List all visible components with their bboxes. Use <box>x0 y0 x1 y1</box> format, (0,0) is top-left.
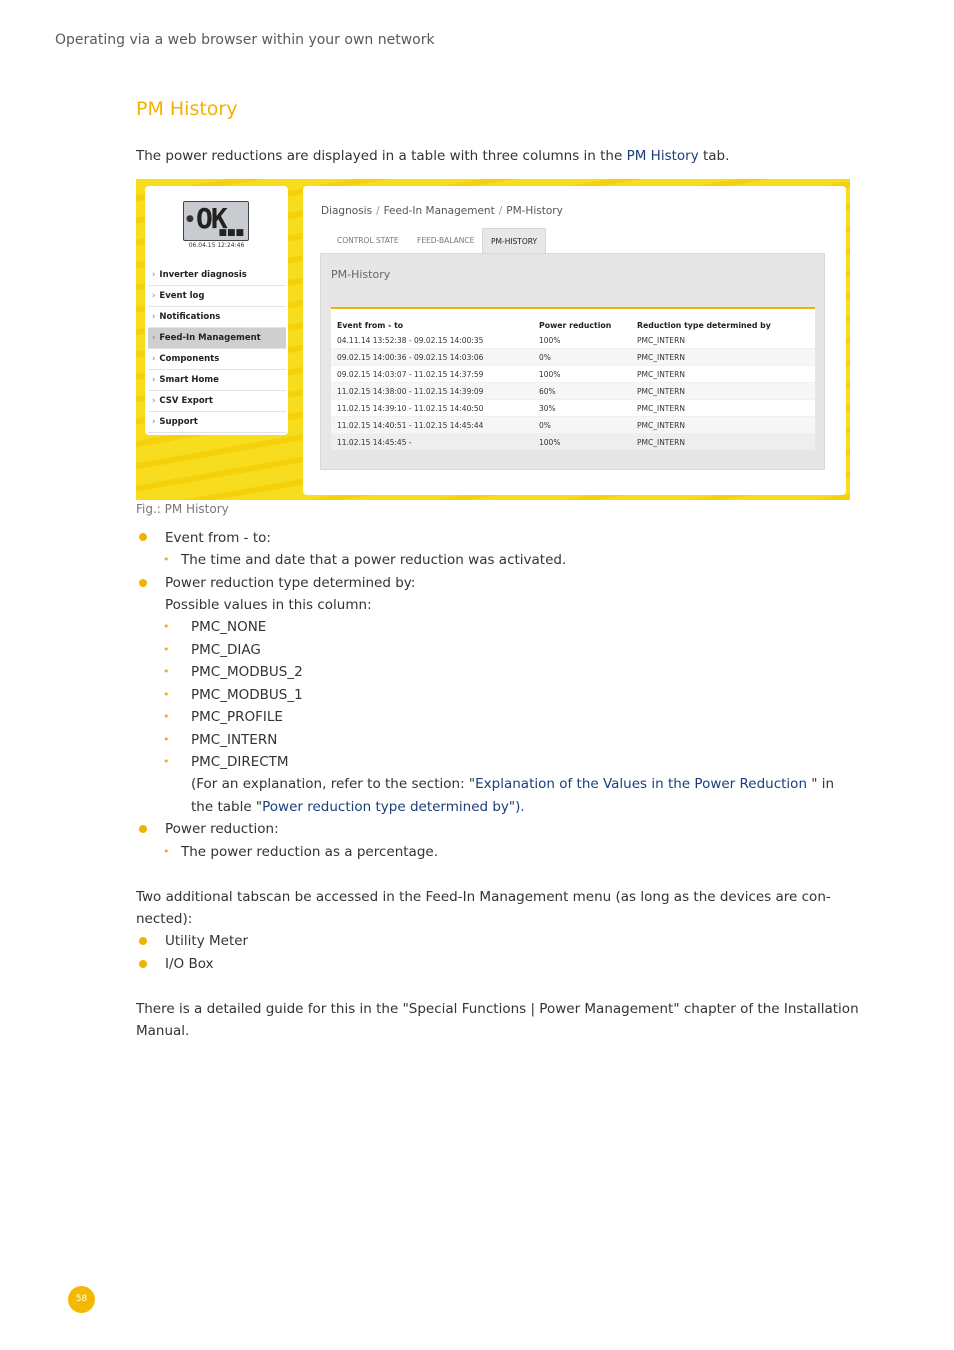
pm-history-content <box>320 253 825 470</box>
sub-bullet-dot: • <box>163 665 170 678</box>
section-title: PM History <box>136 98 238 120</box>
display-dots-icon: ■■■ <box>218 228 244 238</box>
breadcrumb-separator: / <box>498 205 503 217</box>
table-row <box>331 417 815 434</box>
cell-event: 11.02.15 14:40:51 - 11.02.15 14:45:44 <box>331 417 533 434</box>
sidebar-item-csv-export[interactable] <box>148 391 286 412</box>
cell-reduction-type: PMC_INTERN <box>631 332 815 349</box>
event-title: Event from - to: <box>165 530 271 546</box>
type-value: PMC_PROFILE <box>191 709 283 725</box>
running-head: Operating via a web browser within your own network <box>55 32 435 48</box>
sub-bullet-dot: • <box>163 755 170 768</box>
type-note-line-1 <box>191 776 834 792</box>
column-header-reduction-type: Reduction type determined by <box>631 308 815 332</box>
breadcrumb-item-diagnosis[interactable]: Diagnosis <box>321 205 373 217</box>
sub-bullet-dot: • <box>163 710 170 723</box>
sidebar-panel <box>145 186 288 435</box>
chevron-right-icon: › <box>152 354 156 364</box>
table-header-row <box>331 308 815 332</box>
intro-paragraph <box>136 148 856 164</box>
cell-reduction-type: PMC_INTERN <box>631 400 815 417</box>
page-number: 58 <box>68 1286 95 1313</box>
chevron-right-icon: › <box>152 396 156 406</box>
column-header-event: Event from - to <box>331 308 533 332</box>
sidebar-item-label: Components <box>159 354 220 364</box>
sidebar-item-label: Smart Home <box>159 375 219 385</box>
breadcrumb <box>321 205 563 217</box>
sub-bullet-dot: • <box>163 643 170 656</box>
table-row <box>331 332 815 349</box>
reduction-description: The power reduction as a percentage. <box>181 844 438 860</box>
sub-bullet-dot: • <box>163 688 170 701</box>
sidebar-item-label: CSV Export <box>159 396 213 406</box>
bullet-dot <box>139 937 147 945</box>
additional-item-utility-meter: Utility Meter <box>165 933 249 949</box>
chevron-right-icon: › <box>152 375 156 385</box>
tab-feed-balance[interactable]: FEED-BALANCE <box>417 236 475 245</box>
sidebar-item-smart-home[interactable] <box>148 370 286 391</box>
bullet-dot <box>139 825 147 833</box>
inverter-display <box>183 201 249 241</box>
type-value: PMC_INTERN <box>191 732 278 748</box>
main-panel <box>303 186 846 495</box>
chevron-right-icon: › <box>152 270 156 280</box>
guide-line-1: There is a detailed guide for this in the "Special Functions | Power Management" chapter of the Installation <box>136 1001 859 1017</box>
sidebar-item-label: Inverter diagnosis <box>159 270 247 280</box>
cell-reduction-type: PMC_INTERN <box>631 383 815 400</box>
cell-reduction-type: PMC_INTERN <box>631 366 815 383</box>
table-row <box>331 366 815 383</box>
reduction-title: Power reduction: <box>165 821 279 837</box>
cell-reduction-type: PMC_INTERN <box>631 434 815 451</box>
note-text: " in <box>807 776 835 792</box>
sub-bullet-dot: • <box>163 733 170 746</box>
cell-event: 04.11.14 13:52:38 - 09.02.15 14:00:35 <box>331 332 533 349</box>
type-note-line-2 <box>191 799 525 815</box>
breadcrumb-item-feed-in-management[interactable]: Feed-In Management <box>383 205 495 217</box>
cell-event: 09.02.15 14:03:07 - 11.02.15 14:37:59 <box>331 366 533 383</box>
note-text: (For an explanation, refer to the section: " <box>191 776 476 792</box>
display-date: 06.04.15 12:24:46 <box>188 242 245 249</box>
type-value: PMC_DIAG <box>191 642 261 658</box>
chevron-right-icon: › <box>152 417 156 427</box>
cell-event: 11.02.15 14:38:00 - 11.02.15 14:39:09 <box>331 383 533 400</box>
tab-pm-history[interactable]: PM-HISTORY <box>482 228 546 254</box>
type-value: PMC_DIRECTM <box>191 754 289 770</box>
sidebar-item-inverter-diagnosis[interactable] <box>148 265 286 286</box>
explanation-link[interactable]: Explanation of the Values in the Power Reduction <box>475 776 808 792</box>
cell-event: 09.02.15 14:00:36 - 09.02.15 14:03:06 <box>331 349 533 366</box>
chevron-right-icon: › <box>152 333 156 343</box>
cell-power-reduction: 60% <box>533 383 631 400</box>
sidebar-item-support[interactable] <box>148 412 286 433</box>
additional-item-io-box: I/O Box <box>165 956 214 972</box>
breadcrumb-item-pm-history: PM-History <box>506 205 563 217</box>
chevron-right-icon: › <box>152 291 156 301</box>
type-value: PMC_MODBUS_1 <box>191 687 303 703</box>
sidebar-item-components[interactable] <box>148 349 286 370</box>
pm-history-screenshot <box>136 179 850 500</box>
globe-icon: ● <box>186 214 194 224</box>
table-row <box>331 434 815 451</box>
pm-history-link[interactable]: PM History <box>626 148 699 164</box>
type-intro: Possible values in this column: <box>165 597 372 613</box>
sub-bullet-dot: • <box>163 845 170 858</box>
cell-power-reduction: 100% <box>533 366 631 383</box>
intro-text-after: tab. <box>698 148 730 164</box>
cell-power-reduction: 30% <box>533 400 631 417</box>
event-description: The time and date that a power reduction was activated. <box>181 552 567 568</box>
sidebar-item-event-log[interactable] <box>148 286 286 307</box>
cell-power-reduction: 100% <box>533 434 631 451</box>
table-row <box>331 383 815 400</box>
additional-line-1: Two additional tabscan be accessed in the Feed-In Management menu (as long as the devices are con- <box>136 889 831 905</box>
type-title: Power reduction type determined by: <box>165 575 416 591</box>
sub-bullet-dot: • <box>163 620 170 633</box>
sidebar-item-label: Notifications <box>159 312 221 322</box>
table-row <box>331 349 815 366</box>
intro-text-before: The power reductions are displayed in a table with three columns in the <box>136 148 627 164</box>
figure-caption: Fig.: PM History <box>136 502 229 516</box>
column-header-power-reduction: Power reduction <box>533 308 631 332</box>
cell-power-reduction: 0% <box>533 417 631 434</box>
pm-history-table <box>331 307 815 450</box>
breadcrumb-separator: / <box>376 205 380 217</box>
sidebar-item-feed-in-management[interactable] <box>148 328 286 349</box>
sidebar-menu <box>148 265 286 433</box>
sidebar-item-label: Event log <box>159 291 205 301</box>
bullet-dot <box>139 579 147 587</box>
type-value: PMC_MODBUS_2 <box>191 664 303 680</box>
sidebar-item-label: Support <box>159 417 198 427</box>
additional-line-2: nected): <box>136 911 193 927</box>
display-status-text: OK <box>196 202 226 235</box>
cell-event: 11.02.15 14:45:45 - <box>331 434 533 451</box>
content-title: PM-History <box>331 268 391 281</box>
guide-line-2: Manual. <box>136 1023 190 1039</box>
bullet-dot <box>139 533 147 541</box>
note-text: the table " <box>191 799 263 815</box>
cell-event: 11.02.15 14:39:10 - 11.02.15 14:40:50 <box>331 400 533 417</box>
sidebar-item-label: Feed-In Management <box>159 333 261 343</box>
sub-bullet-dot: • <box>163 553 170 566</box>
chevron-right-icon: › <box>152 312 156 322</box>
sidebar-item-notifications[interactable] <box>148 307 286 328</box>
tab-control-state[interactable]: CONTROL STATE <box>337 236 399 245</box>
cell-reduction-type: PMC_INTERN <box>631 417 815 434</box>
cell-power-reduction: 0% <box>533 349 631 366</box>
table-row <box>331 400 815 417</box>
cell-reduction-type: PMC_INTERN <box>631 349 815 366</box>
cell-power-reduction: 100% <box>533 332 631 349</box>
reduction-type-link[interactable]: Power reduction type determined by"). <box>262 799 525 815</box>
bullet-dot <box>139 960 147 968</box>
type-value: PMC_NONE <box>191 619 267 635</box>
